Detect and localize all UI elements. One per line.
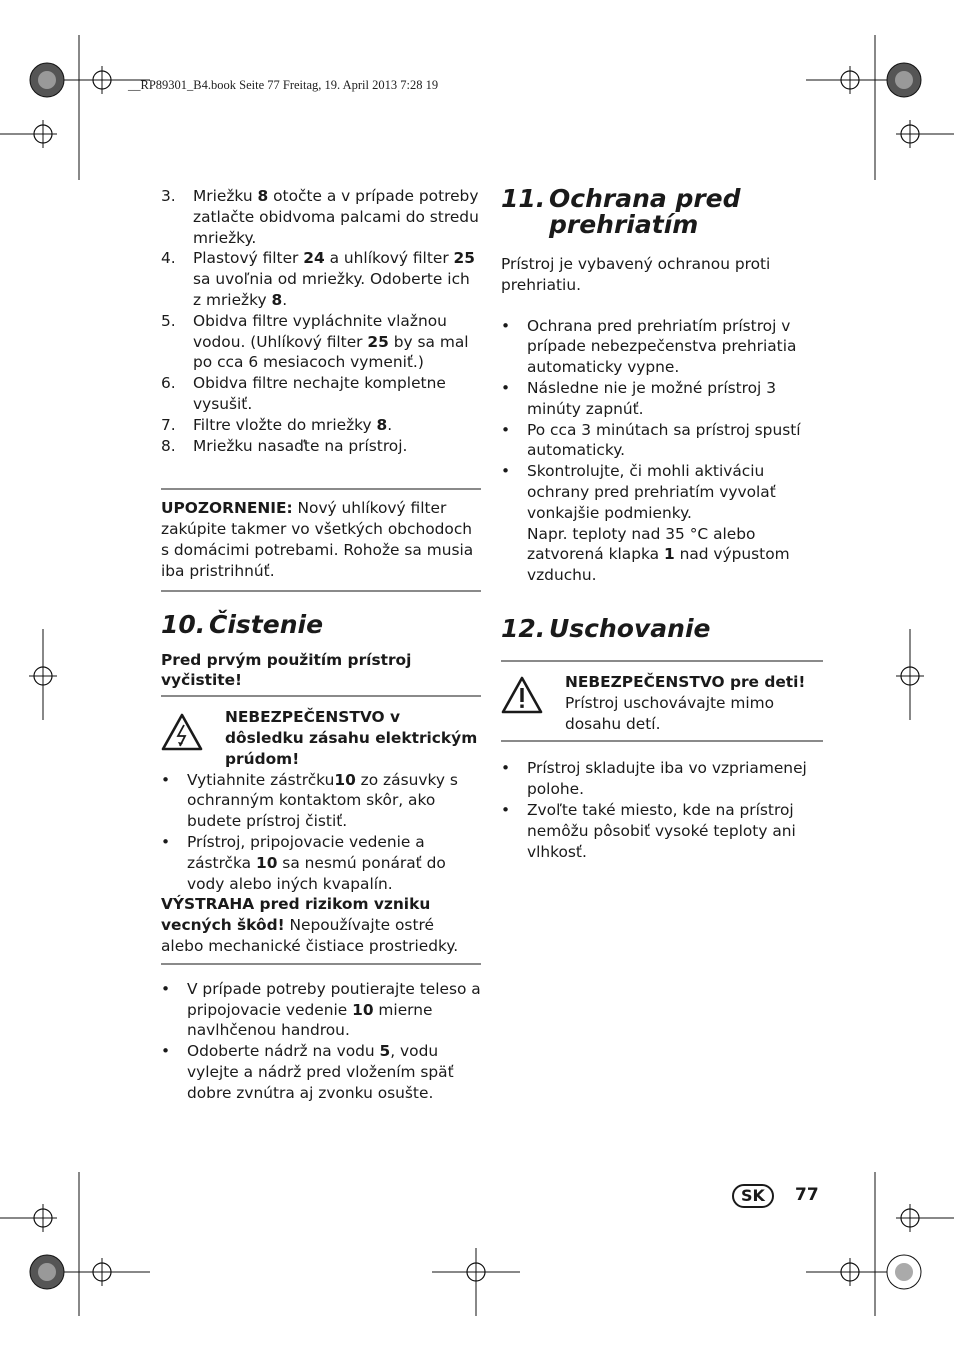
step-text: Mriežku 8 otočte a v prípade potreby zatlačte obidvoma palcami do stredu mriežky. — [193, 187, 479, 247]
page-number: 77 — [795, 1185, 819, 1205]
overheat-intro: Prístroj je vybavený ochranou proti prehriatiu. — [501, 255, 771, 294]
bullet-dot: • — [161, 1042, 171, 1061]
step-item — [161, 186, 481, 248]
children-danger-block — [501, 672, 823, 734]
section-11-heading — [501, 186, 823, 238]
bullet-text: V prípade potreby poutierajte teleso a pripojovacie vedenie 10 mierne navlhčenou handrou. — [187, 979, 481, 1040]
bullet-item — [161, 979, 481, 1041]
clean-before-use-note: Pred prvým použitím prístroj vyčistite! — [161, 650, 412, 690]
bullet-text: Po cca 3 minútach sa prístroj spustí automaticky. — [527, 420, 801, 460]
bullet-item — [161, 832, 481, 894]
bold-reference-number: 8 — [257, 187, 269, 205]
children-danger-content — [565, 672, 823, 734]
bold-reference-number: 1 — [663, 545, 675, 564]
bold-reference-number: 8 — [376, 415, 388, 434]
bold-reference-number: 5 — [379, 1042, 391, 1061]
bullet-dot: • — [501, 759, 511, 778]
children-danger-bottom-rule — [501, 740, 823, 742]
bullet-dot: • — [501, 462, 511, 481]
bold-reference-number: 10 — [334, 770, 356, 789]
bullet-text: Prístroj, pripojovacie vedenie a zástrčka 10 sa nesmú ponárať do vody alebo iných kvapalín. — [187, 832, 446, 893]
cleaning-steps-list — [161, 186, 481, 456]
electric-danger-block — [161, 707, 481, 769]
bullet-item — [501, 800, 823, 862]
section-12-title: Uschovanie — [549, 613, 711, 643]
step-number: 7. — [161, 415, 176, 434]
section-12-heading — [501, 613, 823, 643]
step-number: 4. — [161, 249, 176, 268]
children-danger-label: NEBEZPEČENSTVO pre deti! — [565, 672, 806, 691]
overheat-bullet-list — [501, 316, 823, 524]
bold-reference-number: 10 — [352, 1000, 374, 1019]
step-item — [161, 311, 481, 373]
note-label: UPOZORNENIE: — [161, 499, 293, 518]
bullet-text: Prístroj skladujte iba vo vzpriamenej polohe. — [527, 759, 807, 799]
danger-top-rule — [161, 695, 481, 697]
print-slug-header: __RP89301_B4.book Seite 77 Freitag, 19. April 2013 7:28 19 — [128, 78, 439, 92]
section-11-title: Ochrana pred prehriatím — [549, 184, 741, 239]
note-bottom-rule — [161, 590, 481, 592]
step-text: Plastový filter 24 a uhlíkový filter 25 sa uvoľnia od mriežky. Odoberte ich z mriežky 8. — [193, 249, 475, 309]
bold-reference-number: 24 — [303, 249, 325, 268]
section-12-number: 12. — [501, 613, 546, 643]
step-item — [161, 373, 481, 415]
bold-reference-number: 10 — [255, 853, 278, 872]
note-text: Nový uhlíkový filter zakúpite takmer vo všetkých obchodoch s domácimi potrebami. Rohože sa musia iba pristrihnúť. — [161, 499, 474, 580]
bullet-dot: • — [161, 770, 171, 789]
step-number: 8. — [161, 436, 176, 455]
note-top-rule — [161, 488, 481, 490]
bullet-dot: • — [501, 420, 511, 439]
step-text: Filtre vložte do mriežky 8. — [193, 415, 393, 434]
bullet-dot: • — [161, 832, 171, 851]
language-badge: SK — [732, 1184, 774, 1208]
damage-warning-label: VÝSTRAHA pred rizikom vzniku vecných škôd! — [161, 895, 431, 935]
step-item — [161, 415, 481, 436]
section-10-heading — [161, 609, 481, 639]
section-10-number: 10. — [161, 609, 206, 639]
bullet-item — [501, 420, 823, 462]
bullet-dot: • — [161, 979, 171, 998]
bullet-text: Zvoľte také miesto, kde na prístroj nemôžu pôsobiť vysoké teploty ani vlhkosť. — [527, 800, 796, 861]
bullet-dot: • — [501, 316, 511, 335]
damage-warning-text: Nepoužívajte ostré alebo mechanické čistiace prostriedky. — [161, 916, 459, 955]
section-11-number: 11. — [501, 184, 546, 213]
bullet-text: Následne nie je možné prístroj 3 minúty zapnúť. — [527, 378, 777, 418]
exclamation-warning-icon — [501, 672, 565, 720]
bullet-text: Skontrolujte, či mohli aktiváciu ochrany pred prehriatím vyvolať vonkajšie podmienky. — [527, 462, 776, 522]
bold-reference-number: 25 — [453, 249, 475, 268]
bold-reference-number: 8 — [271, 290, 283, 309]
note-paragraph — [161, 498, 481, 581]
step-item — [161, 436, 481, 457]
warning-bottom-rule — [161, 963, 481, 965]
unplug-bullet-list — [161, 770, 481, 895]
step-number: 5. — [161, 311, 176, 330]
children-danger-text: Prístroj uschovávajte mimo dosahu detí. — [565, 693, 775, 733]
section-10-title: Čistenie — [209, 609, 324, 639]
bullet-dot: • — [501, 378, 511, 397]
children-danger-top-rule — [501, 660, 823, 662]
bullet-text: Odoberte nádrž na vodu 5, vodu vylejte a nádrž pred vložením späť dobre zvnútra aj zvonku osušte. — [187, 1042, 454, 1102]
step-text: Obidva filtre nechajte kompletne vysušiť. — [193, 374, 446, 413]
bullet-text: Ochrana pred prehriatím prístroj v prípade nebezpečenstva prehriatia automaticky vypne. — [527, 316, 797, 377]
bullet-item — [501, 461, 823, 523]
bullet-item — [501, 758, 823, 800]
left-column — [161, 186, 481, 1103]
step-number: 3. — [161, 187, 176, 205]
right-column — [501, 186, 823, 862]
step-text: Mriežku nasaďte na prístroj. — [193, 436, 408, 455]
bullet-text: Vytiahnite zástrčku10 zo zásuvky s ochranným kontaktom skôr, ako budete prístroj čistiť. — [187, 770, 458, 831]
step-item — [161, 248, 481, 310]
bullet-item — [501, 378, 823, 420]
bullet-item — [161, 770, 481, 832]
step-number: 6. — [161, 374, 176, 393]
electric-danger-text: NEBEZPEČENSTVO v dôsledku zásahu elektrickým prúdom! — [225, 708, 478, 768]
high-voltage-warning-icon — [161, 707, 225, 757]
storage-bullet-list — [501, 758, 823, 862]
bold-reference-number: 25 — [367, 332, 389, 351]
cleaning-bullet-list — [161, 979, 481, 1104]
bullet-dot: • — [501, 800, 511, 819]
damage-warning-paragraph — [161, 894, 481, 956]
step-text: Obidva filtre vypláchnite vlažnou vodou. (Uhlíkový filter 25 by sa mal po cca 6 mesiacoch vymeniť.) — [193, 311, 469, 372]
bullet-item — [501, 316, 823, 378]
overheat-example: Napr. teploty nad 35 °C alebo zatvorená klapka 1 nad výpustom vzduchu. — [527, 524, 790, 585]
bullet-item — [161, 1041, 481, 1103]
